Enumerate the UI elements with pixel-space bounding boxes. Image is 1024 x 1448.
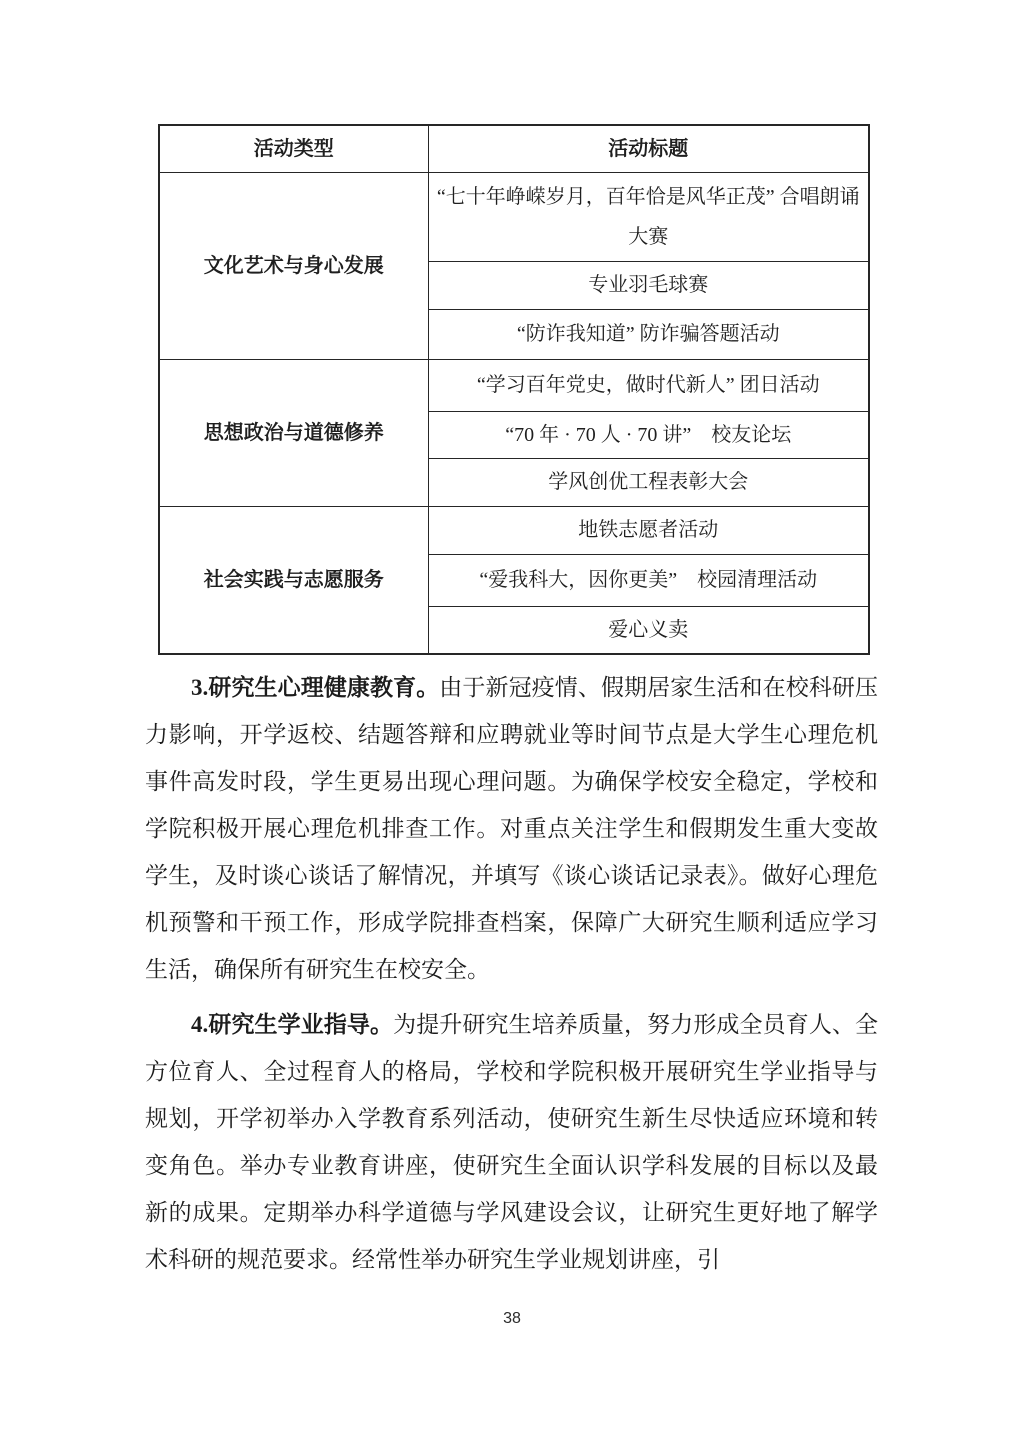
body-text: [145, 664, 878, 1283]
activity-item: 爱心义卖: [428, 606, 869, 654]
category-social-practice: 社会实践与志愿服务: [159, 506, 428, 654]
paragraph-lead: 3.研究生心理健康教育。: [191, 675, 440, 700]
category-culture-arts: 文化艺术与身心发展: [159, 172, 428, 359]
activity-item: 学风创优工程表彰大会: [428, 458, 869, 506]
activity-item: 地铁志愿者活动: [428, 506, 869, 554]
activity-item: 专业羽毛球赛: [428, 261, 869, 309]
paragraph-body: 为提升研究生培养质量，努力形成全员育人、全方位育人、全过程育人的格局，学校和学院积极开展研究生学业指导与规划，开学初举办入学教育系列活动，使研究生新生尽快适应环境和转变角色。举办专业教育讲座，使研究生全面认识学科发展的目标以及最新的成果。定期举办科学道德与学风建设会议，让研究生更好地了解学术科研的规范要求。经常性举办研究生学业规划讲座，引: [145, 1012, 879, 1272]
table-header-row: [159, 125, 869, 172]
activity-item: “学习百年党史，做时代新人” 团日活动: [428, 359, 869, 411]
paragraph-academic-guidance: [145, 1001, 878, 1283]
table-row: [159, 359, 869, 411]
table-row: [159, 172, 869, 261]
activity-item: “防诈我知道” 防诈骗答题活动: [428, 309, 869, 359]
category-ideology-morality: 思想政治与道德修养: [159, 359, 428, 506]
activity-item: “七十年峥嵘岁月，百年恰是风华正茂” 合唱朗诵大赛: [428, 172, 869, 261]
activity-item: “70 年 · 70 人 · 70 讲” 校友论坛: [428, 411, 869, 458]
table-row: [159, 506, 869, 554]
activity-item: “爱我科大，因你更美” 校园清理活动: [428, 554, 869, 606]
header-activity-title: 活动标题: [428, 125, 869, 172]
header-activity-type: 活动类型: [159, 125, 428, 172]
paragraph-body: 由于新冠疫情、假期居家生活和在校科研压力影响，开学返校、结题答辩和应聘就业等时间节点是大学生心理危机事件高发时段，学生更易出现心理问题。为确保学校安全稳定，学校和学院积极开展心理危机排查工作。对重点关注学生和假期发生重大变故学生，及时谈心谈话了解情况，并填写《谈心谈话记录表》。做好心理危机预警和干预工作，形成学院排查档案，保障广大研究生顺利适应学习生活，确保所有研究生在校安全。: [145, 675, 879, 982]
page-number: 38: [503, 1310, 521, 1327]
paragraph-lead: 4.研究生学业指导。: [191, 1012, 394, 1037]
activity-table: [158, 124, 870, 655]
paragraph-mental-health: [145, 664, 878, 993]
